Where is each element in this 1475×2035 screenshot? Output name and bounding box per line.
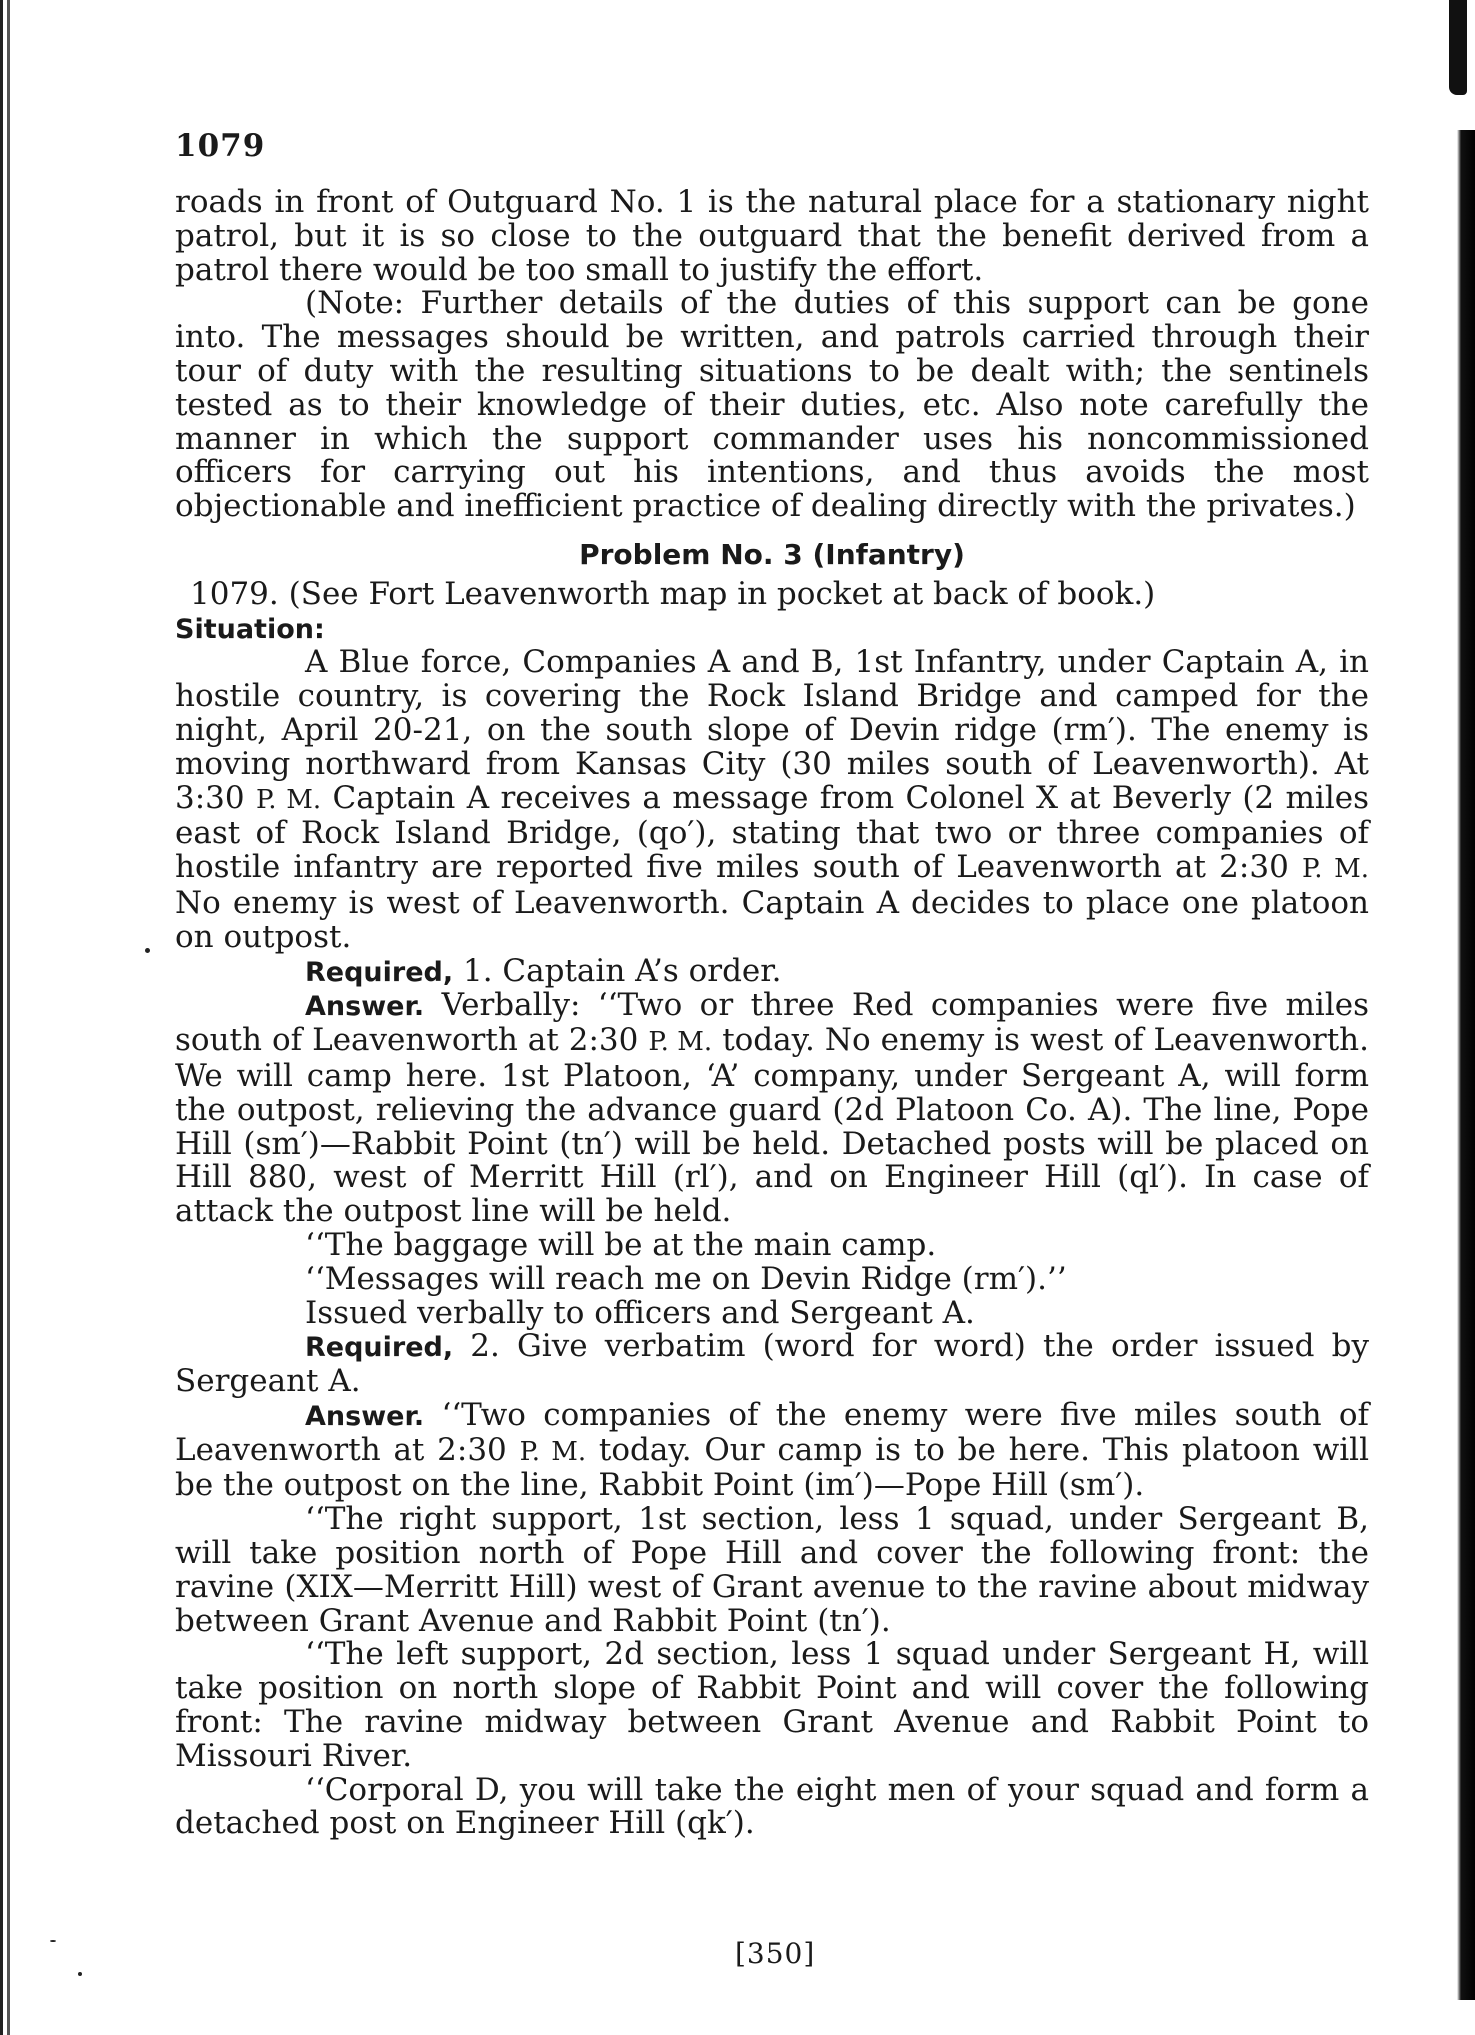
issued-note: Issued verbally to officers and Sergeant A.: [305, 1294, 975, 1331]
section-number: 1079.: [190, 575, 279, 612]
map-reference-text: (See Fort Leavenworth map in pocket at back of book.): [288, 575, 1156, 612]
order-messages: ‘‘Messages will reach me on Devin Ridge (rm′).’’: [305, 1260, 1067, 1297]
binding-edge-left: [0, 0, 17, 2035]
map-reference: [175, 575, 1369, 612]
scan-shadow-right: [1447, 130, 1475, 2000]
paragraph-note: (Note: Further details of the duties of this support can be gone into. The messages should be written, and patrols carried through their tour of duty with the resulting situations to be dealt with; the sentinels tested as to their knowledge of their duties, etc. Also note carefully the manner in which the support commander uses his noncommissioned officers for carrying out his intentions, and thus avoids the most objectionable and inefficient practice of dealing directly with the privates.): [175, 285, 1369, 525]
page-number: 1079: [175, 128, 266, 164]
order-left-support: ‘‘The left support, 2d section, less 1 squad under Sergeant H, will take position on north slope of Rabbit Point and will cover the following front: The ravine midway between Grant Avenue and Rabbit Point to Missouri River.: [175, 1636, 1369, 1774]
page-folio: [350]: [735, 1937, 816, 1970]
required-2: Required, 2. Give verbatim (word for word) the order issued by Sergeant A.: [175, 1328, 1369, 1400]
order-right-support: ‘‘The right support, 1st section, less 1 squad, under Sergeant B, will take position north of Pope Hill and cover the following front: the ravine (XIX—Merritt Hill) west of Grant avenue to the ravine about midway between Grant Avenue and Rabbit Point (tn′).: [175, 1501, 1369, 1639]
scan-speck: [50, 1940, 56, 1942]
scan-speck: [145, 948, 150, 953]
scan-shadow-top-right: [1449, 0, 1467, 95]
situation-label: Situation:: [175, 613, 325, 645]
scan-speck: [78, 1972, 82, 1976]
answer-2: Answer. ‘‘Two companies of the enemy were five miles south of Leavenworth at 2:30 P. M. today. Our camp is to be here. This platoon will be the outpost on the line, Rabbit Point (im′)—Pope Hill (sm′).: [175, 1396, 1369, 1504]
paragraph-continuation: roads in front of Outguard No. 1 is the natural place for a stationary night patrol, but it is so close to the outguard that the benefit derived from a patrol there would be too small to justify the effort.: [175, 184, 1369, 288]
required-1: Required, 1. Captain A’s order.: [305, 952, 782, 989]
situation-paragraph: A Blue force, Companies A and B, 1st Infantry, under Captain A, in hostile country, is covering the Rock Island Bridge and camped for the night, April 20-21, on the south slope of Devin ridge (rm′). The enemy is moving northward from Kansas City (30 miles south of Leavenworth). At 3:30 P. M. Captain A receives a message from Colonel X at Beverly (2 miles east of Rock Island Bridge, (qo′), stating that two or three companies of hostile infantry are reported five miles south of Leavenworth at 2:30 P. M. No enemy is west of Leavenworth. Captain A decides to place one platoon on outpost.: [175, 644, 1369, 955]
page-body: [175, 186, 1369, 1841]
answer-1: Answer. Verbally: ‘‘Two or three Red companies were five miles south of Leavenworth at 2:30 P. M. today. No enemy is west of Leavenworth. We will camp here. 1st Platoon, ‘A’ company, under Sergeant A, will form the outpost, relieving the advance guard (2d Platoon Co. A). The line, Pope Hill (sm′)—Rabbit Point (tn′) will be held. Detached posts will be placed on Hill 880, west of Merritt Hill (rl′), and on Engineer Hill (ql′). In case of attack the outpost line will be held.: [175, 987, 1370, 1230]
order-detached-post: ‘‘Corporal D, you will take the eight men of your squad and form a detached post on Engineer Hill (qk′).: [175, 1771, 1369, 1842]
order-baggage: ‘‘The baggage will be at the main camp.: [305, 1226, 937, 1263]
problem-heading: Problem No. 3 (Infantry): [579, 537, 965, 571]
